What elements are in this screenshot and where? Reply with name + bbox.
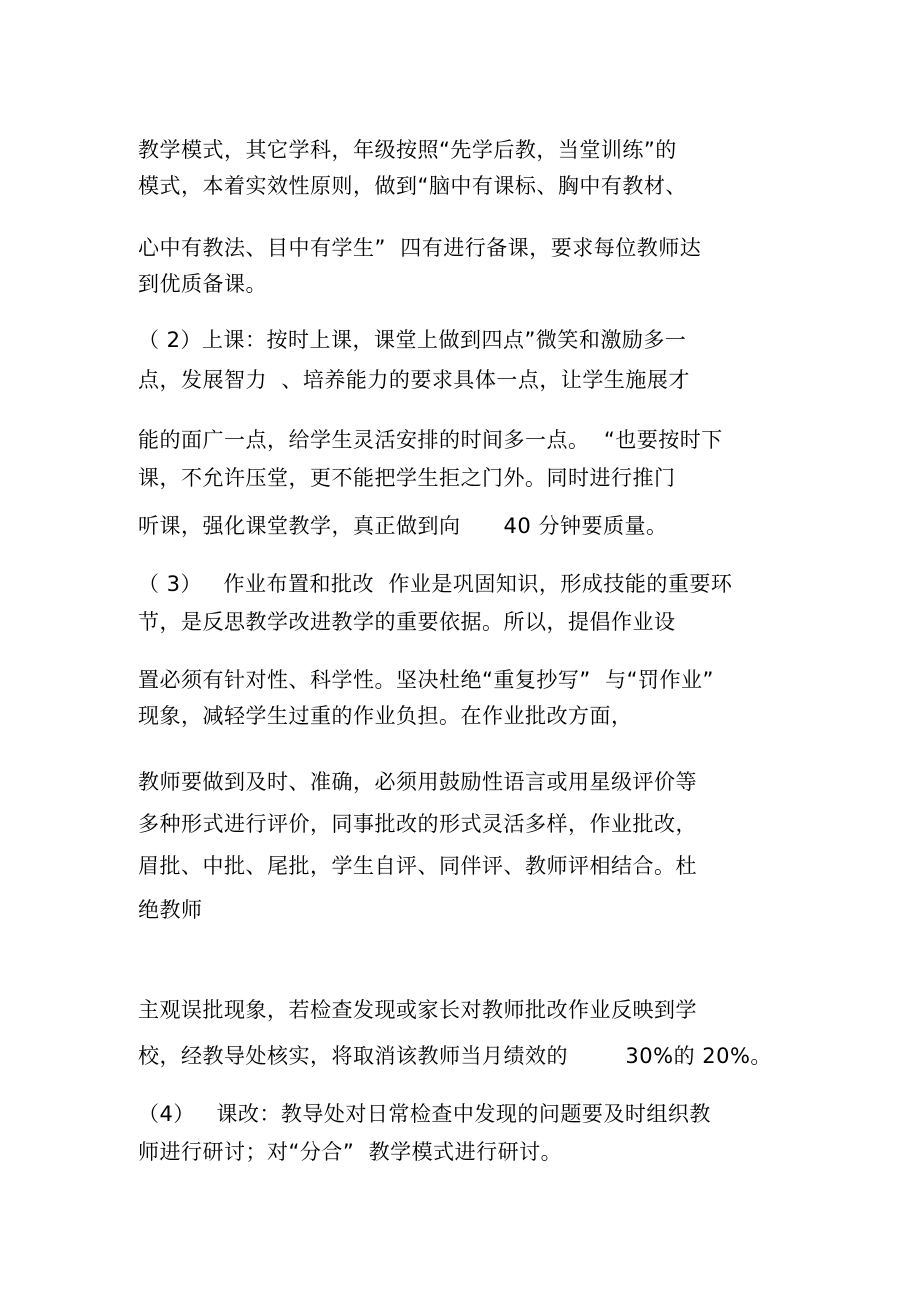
text-line-17: 绝教师 [138,898,203,922]
text-line-5: （ 2）上课：按时上课，课堂上做到四点”微笑和激励多一 [138,328,687,352]
text-line-15: 多种形式进行评价，同事批改的形式灵活多样，作业批改， [138,812,697,836]
text-line-16: 眉批、中批、尾批，学生自评、同伴评、教师评相结合。杜 [138,854,697,878]
text-line-4: 到优质备课。 [138,272,267,296]
text-line-21: 师进行研讨；对“分合” 教学模式进行研讨。 [138,1140,563,1164]
text-line-14: 教师要做到及时、准确，必须用鼓励性语言或用星级评价等 [138,770,697,794]
text-line-2: 模式，本着实效性原则，做到“脑中有课标、胸中有教材、 [138,174,687,198]
text-line-20: （4） 课改：教导处对日常检查中发现的问题要及时组织教 [138,1102,711,1126]
text-line-13: 现象，减轻学生过重的作业负担。在作业批改方面， [138,704,633,728]
text-line-12: 置必须有针对性、科学性。坚决杜绝“重复抄写” 与“罚作业” [138,668,714,692]
text-line-11: 节，是反思教学改进教学的重要依据。所以，提倡作业设 [138,610,676,634]
text-line-7: 能的面广一点，给学生灵活安排的时间多一点。 “也要按时下 [138,428,723,452]
text-line-18: 主观误批现象，若检查发现或家长对教师批改作业反映到学 [138,998,697,1022]
text-line-8: 课，不允许压堂，更不能把学生拒之门外。同时进行推门 [138,466,676,490]
text-line-9: 听课，强化课堂教学，真正做到向 40 分钟要质量。 [138,514,668,538]
text-line-1: 教学模式，其它学科，年级按照“先学后教，当堂训练”的 [138,138,677,162]
text-line-10: （ 3） 作业布置和批改 作业是巩固知识，形成技能的重要环 [138,572,733,596]
text-line-6: 点，发展智力 、培养能力的要求具体一点，让学生施展才 [138,368,690,392]
text-line-3: 心中有教法、目中有学生” 四有进行备课，要求每位教师达 [138,236,702,260]
text-line-19: 校，经教导处核实，将取消该教师当月绩效的 30%的 20%。 [138,1044,772,1068]
